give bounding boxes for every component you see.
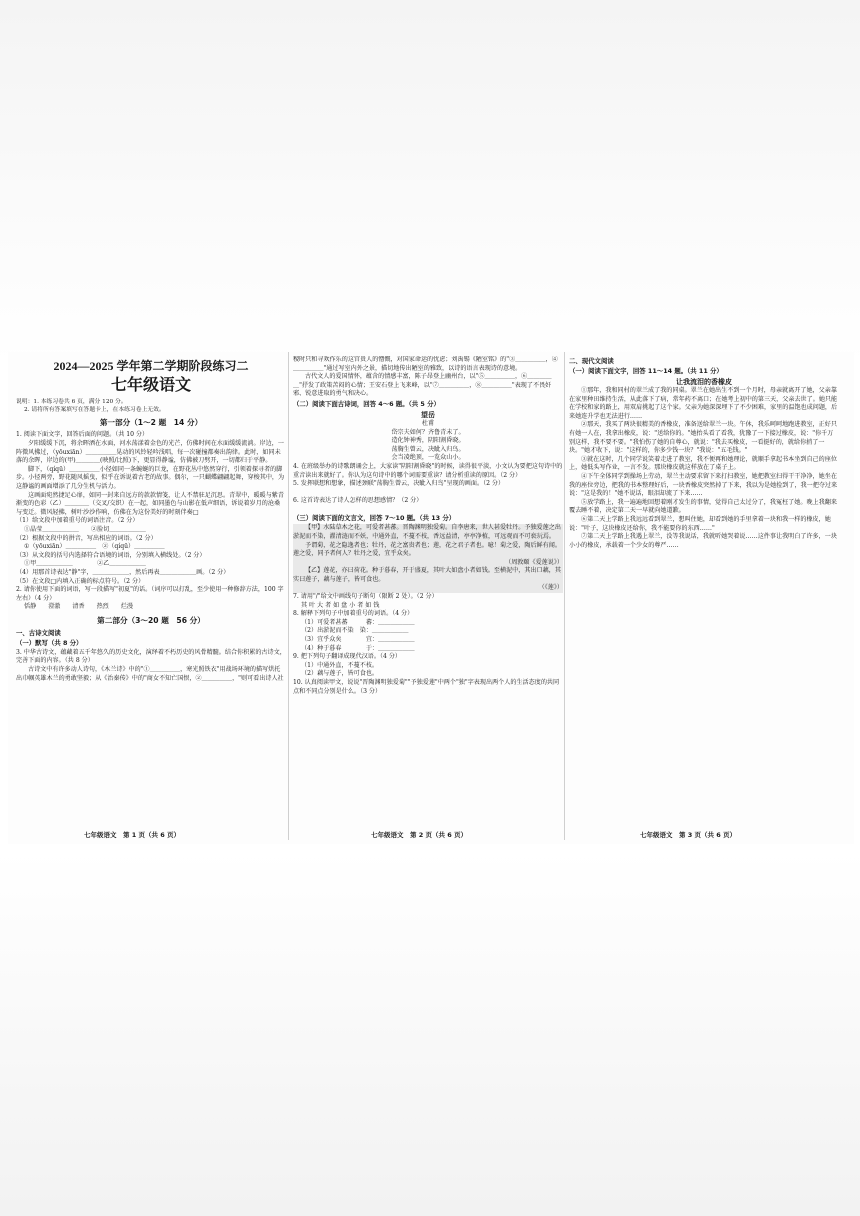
question-3-text: 古诗文中有许多动人诗句，《木兰诗》中的"①＿＿＿＿＿，寒光照铁衣"用战场环境的描写烘托出巾帼英雄木兰的勇敢坚毅；从《治秦传》中的"商女不知亡国恨，②＿＿＿＿＿，"则可看出诗人社	[16, 666, 284, 682]
poem-line: 荡胸生曾云，决眦入归鸟。	[391, 445, 465, 453]
classical-passage-b: 【乙】莲花，亦曰荷花。种于暮春，开于盛夏，其叶大如盘小者如钱。至横泥中，其出口藕，其实曰莲子，藕与莲子，皆可食也。	[293, 567, 563, 584]
question-3: 3. 中华古诗文，蕴藏着五千年悠久的历史文化，演绎着不朽历史的风骨精髓。结合你积累的古诗文，完善下面的内容。（共 8 分）	[16, 648, 286, 665]
question-7-text: 其 叶 大 者 如 盘 小 者 如 钱	[301, 601, 380, 609]
question-4: 4. 在班级举办的诗歌朗诵会上，大家读"阴阳割昏晓"的时候，读得很平淡，小文认为要把这句诗中的重音读出来就好了。你认为这句诗中的哪个词需要重读？请分析重读的原因。（2 分）	[293, 462, 563, 479]
word: 热烈	[96, 603, 109, 611]
article-title: 让我流泪的香橡皮	[676, 378, 732, 386]
question-3-continued: 古代文人的爱国情怀，蕴含的情感丰富，陈子昂登上幽州台，以"⑤＿＿＿＿＿，⑥＿＿＿＿＿"抒发了政策苦闷的心情；王安石登上飞来峰，以"⑦＿＿＿＿＿，⑧＿＿＿＿＿"表现了不畏奸邪、锐意进取的勇气和决心。	[293, 373, 552, 398]
part-heading: 第一部分（1～2 题 14 分）	[99, 418, 203, 428]
article-paragraph: ③就在这时，几个同学说笑着走进了教室，我不便再和她理论，就顺手拿起书本坐到自己的座位上，她低头写作业，一言不发。那块橡皮就这样放在了桌子上。	[569, 455, 837, 472]
passage-paragraph: 脚下，（qíqū）＿＿＿＿＿小径如同一条蜿蜒的巨龙，在野花丛中悠然穿行，引领着探寻者的脚步。小径两旁，野花随风摇曳，似乎在诉说着古老的故事。偶尔，一只蝴蝶翩翩起舞，穿梭其中，为这静谧的画面增添了几分生机与活力。	[16, 465, 285, 490]
page-1-column	[16, 356, 286, 842]
classical-passage-a: 【甲】水陆草木之花，可爱者甚蕃。晋陶渊明独爱菊。自李唐来，世人甚爱牡丹。予独爱莲之出淤泥而不染，濯清涟而不妖，中通外直，不蔓不枝，香远益清，亭亭净植，可远观而不可亵玩焉。	[293, 524, 563, 541]
question-7: 7. 请用"/"给文中画线句子断句（限断 2 处）。（2 分）	[293, 593, 438, 601]
poem-author: 杜甫	[421, 419, 435, 427]
poem-line: 会当凌绝顶，一览众山小。	[391, 454, 465, 462]
question-9-item: （1）中通外直，不蔓不枝。	[301, 661, 379, 669]
subject-title: 七年级语文	[110, 375, 191, 394]
question-8-item: （3）宜乎众矣 宜：＿＿＿＿＿＿	[301, 636, 415, 644]
poem-title: 望岳	[421, 410, 435, 419]
sub-question: ①甲＿＿＿＿＿＿ ②乙＿＿＿＿＿＿	[24, 560, 146, 568]
question-9: 9. 把下列句子翻译成现代汉语。（4 分）	[293, 653, 402, 661]
question-2: 2. 请你使用下面的词语，写一段描写"初夏"的话。（词序可以打乱，至少使用一种修辞方法，100 字左右）（4 分）	[16, 586, 284, 602]
word: 烂漫	[120, 603, 133, 611]
page-footer: 七年级语文 第 1 页（共 6 页）	[84, 831, 181, 839]
sub-question: （2）根据文段中的拼音，写出相应的词语。（2 分）	[16, 534, 157, 542]
passage-source: （周敦颐《爱莲说》）	[293, 559, 563, 568]
question-5: 5. 发挥联想和想象，描述颈联"荡胸生曾云，决眦入归鸟"呈现的画面。（2 分）	[293, 480, 505, 488]
section-heading: 一、古诗文阅读	[16, 628, 61, 637]
question-9-item: （2）藕与莲子，皆可食也。	[301, 670, 379, 678]
word: 澄澈	[48, 603, 61, 611]
article-paragraph: ⑦第二天上学路上我遇上翠兰，没等我说话，我就听她哭着说……这件事让我明白了许多，一块小小的橡皮，承载着一个少女的尊严……	[569, 533, 837, 549]
question-8-item: （4）种于暮春 于：＿＿＿＿＿＿	[301, 644, 415, 652]
page-footer: 七年级语文 第 2 页（共 6 页）	[371, 831, 468, 839]
note-line: 2. 请将所有答案填写在答题卡上，在本练习卷上无效。	[24, 407, 165, 414]
page-2-column	[293, 356, 563, 842]
sub-question: （1）给文段中加着重号的词语注音。（2 分）	[16, 517, 139, 525]
sub-question: ①晶莹＿＿＿＿＿＿ ②脸切＿＿＿＿＿＿	[24, 525, 146, 533]
question-8-item: （2）出淤泥而不染 染：＿＿＿＿＿＿	[301, 627, 409, 635]
question-8-item: （1）可爱者甚蕃 蕃：＿＿＿＿＿＿	[301, 618, 415, 626]
section-subheading: （一）阅读下面文字，回答 11～14 题。（共 11 分）	[569, 367, 723, 375]
page-footer: 七年级语文 第 3 页（共 6 页）	[640, 831, 737, 839]
word-list	[16, 603, 286, 612]
page-3-column	[569, 356, 839, 842]
section-subheading: （二）阅读下面古诗词，回答 4～6 题。（共 5 分）	[293, 399, 440, 408]
section-subheading: （三）阅读下面的文言文，回答 7～10 题。（共 13 分）	[293, 514, 456, 523]
word: 恬静	[24, 603, 37, 611]
article-paragraph: ⑤放学路上，我一遍遍地回想着刚才发生的事情，觉得自己太过分了，我冤枉了她。晚上我翻来覆去睡不着，决定第二天一早就向她道歉。	[569, 498, 837, 515]
sub-question: （3）从文段的括号内选择符合语境的词语，分别填入横线处。（2 分）	[16, 551, 206, 559]
question-10: 10. 认真阅读甲文，说说"晋陶渊明独爱菊""予独爱莲"中两个"独"字表现出两个人的生活态度的共同点和不同点分别是什么。（3 分）	[293, 679, 560, 695]
column-divider	[564, 352, 565, 840]
passage-paragraph: 夕阳缓缓下沉，将余晖洒在水面，河水荡漾着金色的光芒，仿佛时间在水面缓缓流淌。岸边，一阵微风拂过，（yōuxiān）＿＿＿＿＿晃动的风铃轻吟浅唱，每一次碰撞都奏出韵律。此时，如同未落的余晖，岸边的(甲)＿＿＿＿(映照/比照)下，更显得静谧，仿佛被刀劈开，一切都归于平静。	[16, 440, 284, 465]
classical-passage-a: 予谓菊，花之隐逸者也；牡丹，花之富贵者也；莲，花之君子者也。噫！菊之爱，陶后鲜有闻。莲之爱，同予者何人？牡丹之爱，宜乎众矣。	[293, 542, 563, 559]
article-paragraph: ④下午全体同学到操场上劳动，翠兰主动要求留下来打扫教室，她把教室扫得干干净净，她坐在我的座位旁边，把我的书本整理好后，一块香橡皮突然掉了下来，我以为是她捡到了，我一把夺过来说："这是我的！"她不说话，眼泪却流了下来……	[569, 472, 838, 498]
exam-title: 2024—2025 学年第二学期阶段练习二	[53, 359, 249, 373]
note-line: 说明：1. 本练习卷共 6 页，满分 120 分。	[16, 399, 127, 405]
sub-question: （4）用那首诗表达"静"字，＿＿＿＿＿＿，然后再表＿＿＿＿＿＿画。（2 分）	[16, 568, 230, 576]
poem-line: 造化钟神秀，阴阳割昏晓。	[391, 437, 465, 445]
column-divider	[288, 352, 289, 840]
question-8: 8. 解释下列句子中加着重号的词语。（4 分）	[293, 610, 414, 618]
section-heading: 二、现代文阅读	[569, 357, 614, 365]
sub-question: （5）在文段□内填入正确的标点符号。（2 分）	[16, 577, 145, 585]
question-1-intro: 1. 阅读下面文字，回答后面的问题。（共 10 分）	[16, 431, 149, 439]
section-subheading: （一）默写（共 8 分）	[16, 638, 83, 647]
question-6: 6. 这首诗表达了诗人怎样的思想感情？（2 分）	[293, 496, 423, 504]
poem-line: 岱宗夫如何？齐鲁青未了。	[391, 428, 465, 436]
part-heading: 第二部分（3～20 题 56 分）	[97, 615, 205, 625]
article-paragraph: ①那年，我和同村的翠兰成了我的同桌。翠兰在她出生不到一个月时，母亲就离开了她，父亲靠在家里种田维持生活，从此落下了病，常年药不离口；在她考上初中的第三天，父亲去世了。她只能在学校和家的路上，用双肩挑起了这个家。父亲为她深深埋下了不少困难，家里的温饱也成问题，后来她连升学也无法进行……	[569, 387, 838, 420]
sub-question: ①（yōuxiān）＿＿＿＿＿ ②（qíqū）＿＿＿＿＿	[24, 543, 165, 551]
question-3-continued: 稷时只和寻欢作乐的这宫贵人的憎慨，对国家命运的忧虑；刘禹锡《陋室铭》的"③＿＿＿＿＿，④＿＿＿＿＿"通过写室内外之景，描切地传出陋室的雅致，以诗的语言表现诗的意境。	[293, 356, 558, 372]
word: 清香	[72, 603, 85, 611]
passage-paragraph: 这画面宛然捷足心扉，如同一封来自远方的款款情笺，让人不禁驻足沉思。青翠中，暖暖与紫青渐变的色彩（乙）＿＿＿＿（交叉/交织）在一起，如同墨色与山影在低声细语，诉说着岁月的沧桑与变迁。微风轻拂，树叶沙沙作响，仿佛在为这份美好的时刻伴奏□	[16, 491, 284, 516]
article-paragraph: ⑥第二天上学路上我远远看到翠兰，想叫住她，却看到她的手里拿着一块和我一样的橡皮，她说："叶子，这块橡皮还给你，我不能要你的东西……"	[569, 515, 831, 532]
article-paragraph: ②那天，我买了两块很精美的香橡皮，准备送给翠兰一块。午休，我乐呵呵地跑进教室，正好只有她一人在，我拿出橡皮，说："送给你的。"她抬头看了看我，犹豫了一下接过橡皮，说："你千万别这样，我不要不要。"我怕伤了她的自尊心，就说："我去买橡皮，一看挺好的，就给你捎了一块。"她才收下，说："这样的，你多少钱一块？"我说："五毛钱。"	[569, 421, 837, 455]
passage-source: （《莲》）	[293, 584, 563, 593]
